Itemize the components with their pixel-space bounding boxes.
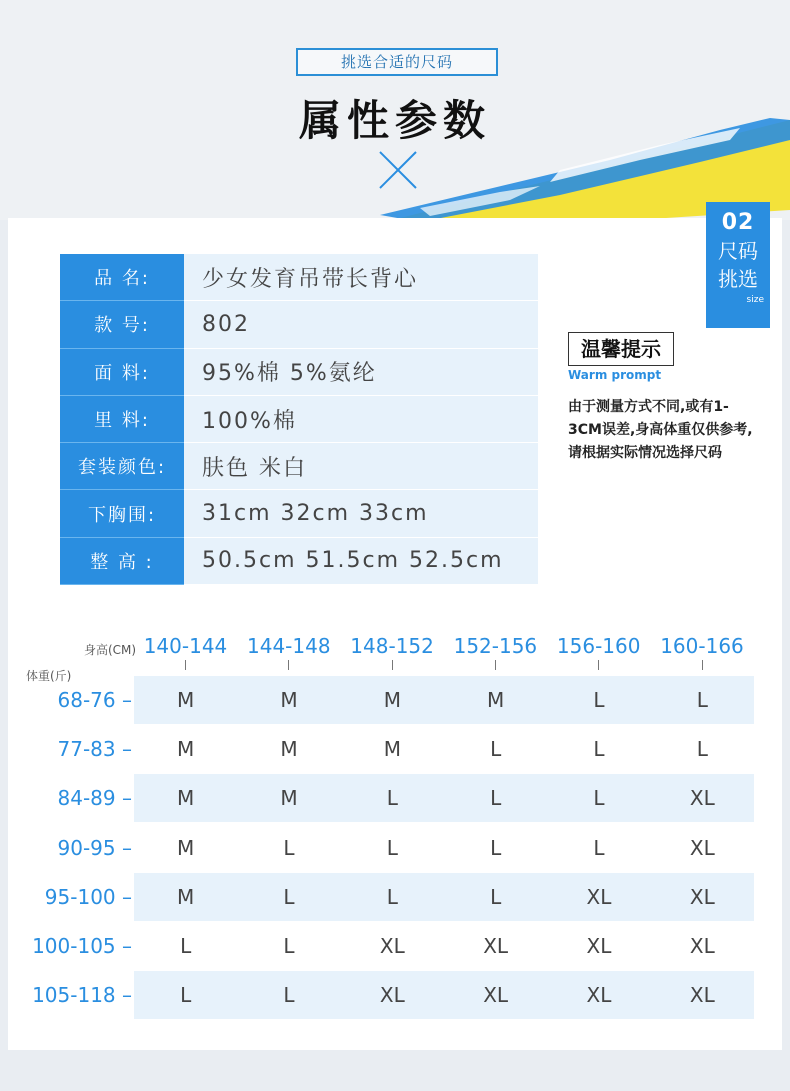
height-column-header: [547, 634, 650, 670]
weight-row-label: 77-83 –: [57, 737, 132, 762]
size-cell: L: [696, 737, 708, 762]
attribute-row: [60, 349, 538, 396]
size-cell: L: [283, 884, 295, 909]
size-cell: M: [177, 835, 195, 860]
attribute-row: [60, 538, 538, 585]
size-cell: L: [386, 835, 398, 860]
attribute-value: 95%棉 5%氨纶: [184, 349, 538, 396]
attribute-value: 802: [184, 301, 538, 348]
height-column-header: [134, 634, 237, 670]
tick-mark: [598, 660, 599, 670]
size-cell: M: [280, 737, 298, 762]
size-cell: L: [490, 884, 502, 909]
height-value: 140-144: [143, 634, 228, 658]
size-row: [134, 774, 754, 822]
tag-small: size: [746, 295, 764, 305]
weight-row-label: 105-118 –: [32, 983, 132, 1008]
attribute-row: [60, 254, 538, 301]
attribute-key: 款 号:: [60, 301, 184, 348]
size-cell: L: [283, 835, 295, 860]
size-cell: XL: [689, 983, 715, 1008]
size-cell: L: [490, 835, 502, 860]
weight-row-label: 100-105 –: [32, 934, 132, 958]
size-cell: XL: [586, 884, 612, 909]
cross-icon: [378, 150, 418, 190]
attribute-row: [60, 490, 538, 537]
size-cell: M: [280, 688, 298, 712]
height-column-header: [237, 634, 340, 670]
tag-number: 02: [721, 210, 755, 235]
height-column-header: [444, 634, 547, 670]
size-cell: XL: [689, 884, 715, 909]
size-cell: L: [593, 737, 605, 762]
size-row: [134, 971, 754, 1019]
size-cell: M: [487, 688, 505, 712]
attribute-key: 面 料:: [60, 349, 184, 396]
size-cell: XL: [689, 786, 715, 811]
section-badge: 挑选合适的尺码: [296, 48, 498, 76]
height-value: 144-148: [247, 634, 331, 658]
size-cell: L: [180, 934, 192, 958]
weight-axis-label: 体重(斤): [26, 669, 72, 683]
attribute-row: [60, 443, 538, 490]
height-column-header: [651, 634, 754, 670]
size-row: [134, 676, 754, 724]
height-value: 156-160: [556, 634, 641, 658]
attribute-row: [60, 301, 538, 348]
size-cell: XL: [483, 934, 509, 958]
weight-row-label: 90-95 –: [57, 835, 132, 860]
tip-title: 温馨提示: [568, 332, 674, 366]
size-cell: M: [383, 737, 401, 762]
size-row: [134, 873, 754, 921]
section-tag: [706, 202, 770, 328]
size-cell: L: [386, 884, 398, 909]
attribute-key: 品 名:: [60, 254, 184, 301]
attribute-key: 里 料:: [60, 396, 184, 443]
weight-row-label: 84-89 –: [57, 786, 132, 811]
size-cell: L: [180, 983, 192, 1008]
size-cell: XL: [586, 934, 612, 958]
attribute-row: [60, 396, 538, 443]
weight-row-label: 68-76 –: [57, 688, 132, 712]
attribute-value: 50.5cm 51.5cm 52.5cm: [184, 538, 538, 585]
height-value: 148-152: [350, 634, 434, 658]
attribute-value: 100%棉: [184, 396, 538, 443]
tag-line2: 挑选: [718, 267, 758, 291]
size-cell: M: [177, 737, 195, 762]
size-cell: L: [386, 786, 398, 811]
tip-text: 由于测量方式不同,或有1-3CM误差,身高体重仅供参考,请根据实际情况选择尺码: [568, 399, 753, 461]
size-cell: L: [593, 835, 605, 860]
size-cell: M: [177, 786, 195, 811]
size-cell: L: [490, 737, 502, 762]
attribute-value: 少女发育吊带长背心: [184, 254, 538, 301]
size-cell: XL: [689, 835, 715, 860]
size-cell: L: [593, 688, 605, 712]
attribute-key: 整 高 :: [60, 538, 184, 585]
height-value: 152-156: [453, 634, 538, 658]
size-cell: L: [283, 983, 295, 1008]
size-row: [134, 824, 754, 872]
size-row: [134, 922, 754, 970]
tip-subtitle: Warm prompt: [568, 368, 662, 382]
size-cell: M: [280, 786, 298, 811]
height-column-header: [341, 634, 444, 670]
size-cell: XL: [586, 983, 612, 1008]
tick-mark: [288, 660, 289, 670]
height-value: 160-166: [660, 634, 744, 658]
tick-mark: [392, 660, 393, 670]
size-cell: L: [593, 786, 605, 811]
page-title: 属性参数: [298, 96, 491, 145]
attribute-key: 套装颜色:: [60, 443, 184, 490]
weight-row-label: 95-100 –: [44, 884, 132, 909]
size-cell: XL: [379, 934, 405, 958]
height-axis-label: 身高(CM): [84, 643, 137, 657]
tick-mark: [702, 660, 703, 670]
size-cell: M: [177, 688, 195, 712]
size-cell: XL: [689, 934, 715, 958]
tag-line1: 尺码: [718, 239, 758, 263]
size-cell: L: [283, 934, 295, 958]
size-cell: L: [696, 688, 708, 712]
attribute-table: [60, 254, 538, 585]
tick-mark: [185, 660, 186, 670]
size-cell: L: [490, 786, 502, 811]
size-cell: M: [383, 688, 401, 712]
attribute-value: 肤色 米白: [184, 443, 538, 490]
tick-mark: [495, 660, 496, 670]
size-cell: XL: [483, 983, 509, 1008]
size-cell: M: [177, 884, 195, 909]
attribute-key: 下胸围:: [60, 490, 184, 537]
size-row: [134, 725, 754, 773]
size-cell: XL: [379, 983, 405, 1008]
attribute-value: 31cm 32cm 33cm: [184, 490, 538, 537]
